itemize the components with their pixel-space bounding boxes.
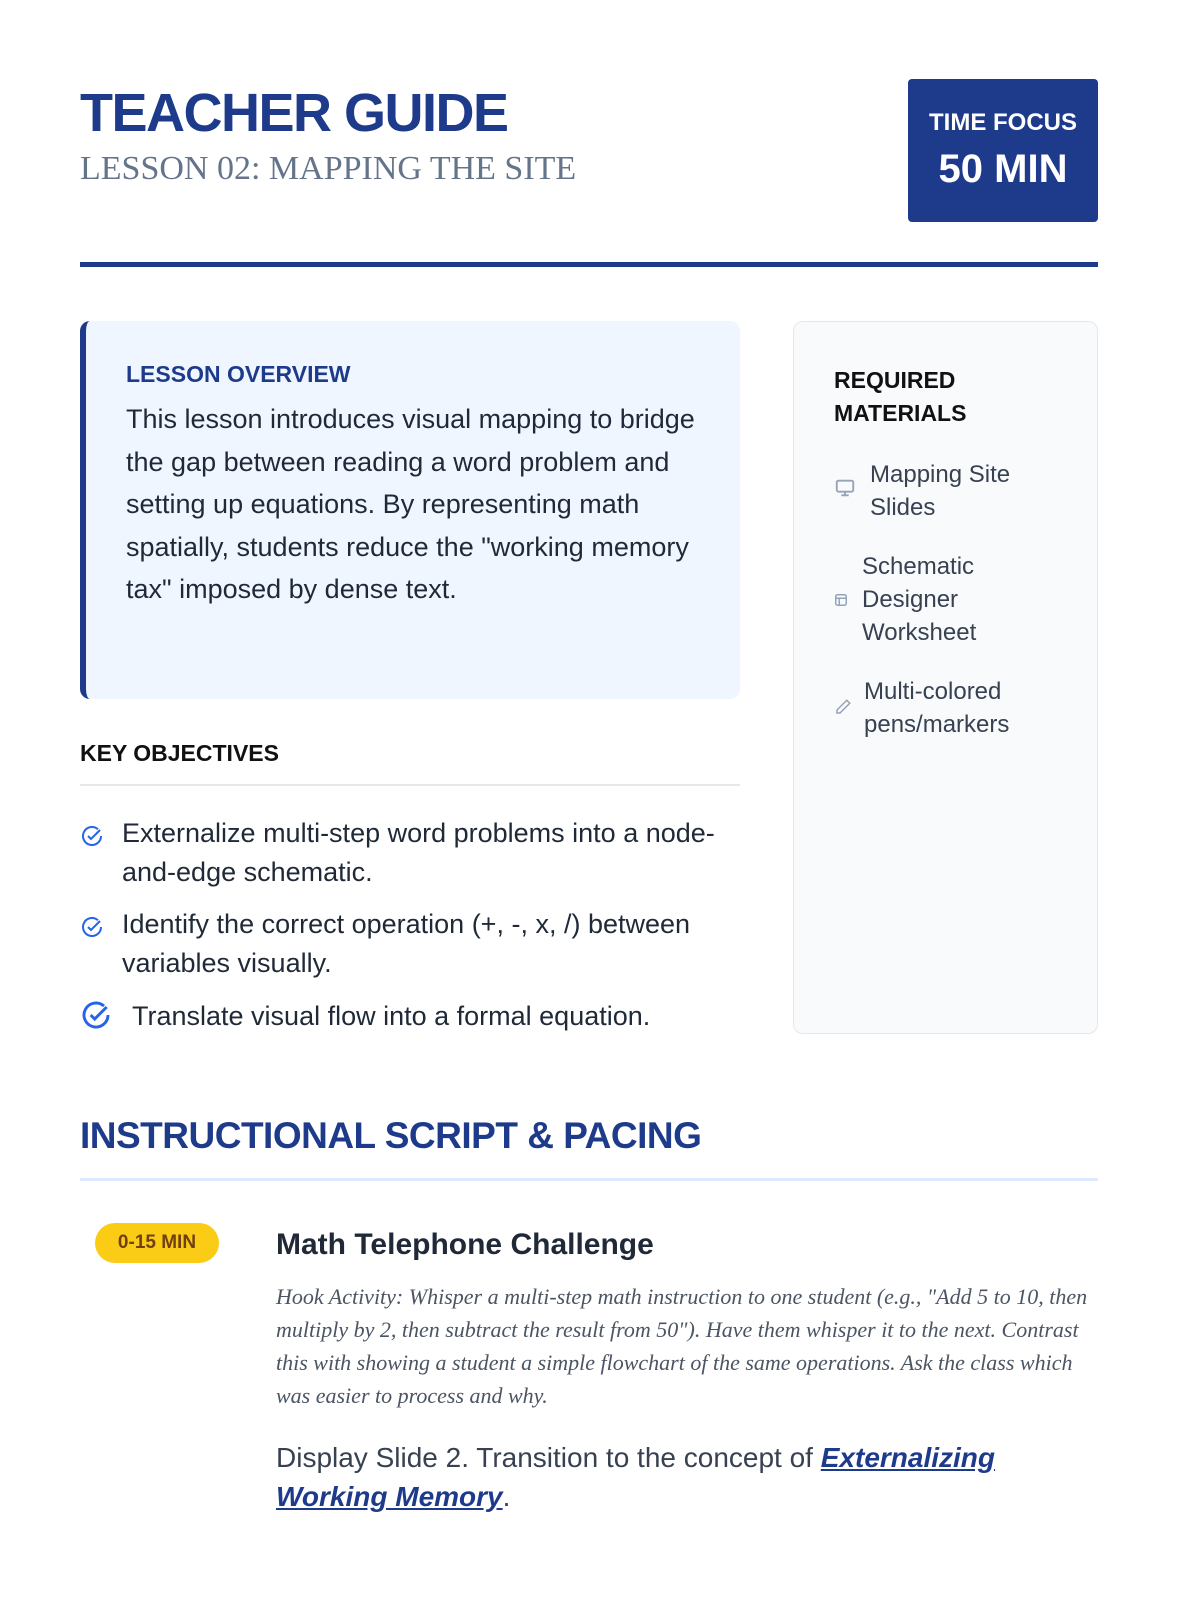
lesson-overview-card <box>80 321 740 699</box>
material-label: Schematic Designer Worksheet <box>862 553 977 646</box>
time-focus-value: 50 MIN <box>938 147 1068 191</box>
script-divider <box>80 1178 1098 1181</box>
activity-title: Math Telephone Challenge <box>276 1228 654 1261</box>
layout-icon <box>834 583 862 616</box>
hook-activity-text: Hook Activity: Whisper a multi-step math instruction to one student (e.g., "Add 5 to 10, then multiply by 2, then subtract the result from 50"). Have them whisper it to the next. Contrast this with showing a student a simple flowchart of the same operations. Ask the class which was easier to process and why. <box>276 1284 1088 1408</box>
material-label: Mapping Site Slides <box>870 461 1011 521</box>
objectives-heading: KEY OBJECTIVES <box>80 740 279 766</box>
overview-heading: LESSON OVERVIEW <box>126 361 351 387</box>
lesson-subtitle: LESSON 02: MAPPING THE SITE <box>80 150 577 187</box>
material-item <box>834 675 1057 741</box>
monitor-icon <box>834 475 870 508</box>
objective-text: Identify the correct operation (+, -, x, /) between variables visually. <box>122 909 691 978</box>
material-label: Multi-colored pens/markers <box>864 678 1010 738</box>
check-circle-icon <box>80 814 122 892</box>
overview-text: This lesson introduces visual mapping to bridge the gap between reading a word problem and setting up equations. By representing math spatially, students reduce the "working memory tax" imposed by dense text. <box>126 404 695 604</box>
material-item <box>834 550 1057 649</box>
display-instruction <box>276 1438 1106 1516</box>
objective-item <box>80 905 740 983</box>
objective-text: Translate visual flow into a formal equation. <box>132 1001 651 1031</box>
objective-text: Externalize multi-step word problems into a node-and-edge schematic. <box>122 818 715 887</box>
page-title: TEACHER GUIDE <box>80 83 508 143</box>
materials-heading: REQUIRED MATERIALS <box>834 367 967 426</box>
check-circle-icon <box>80 997 132 1042</box>
time-focus-box <box>908 79 1098 222</box>
header-divider <box>80 262 1098 267</box>
objective-item <box>80 814 740 892</box>
objective-item <box>80 997 740 1042</box>
display-text: Display Slide 2. Transition to the concept of <box>276 1442 821 1473</box>
required-materials-card <box>793 321 1098 1034</box>
material-item <box>834 458 1057 524</box>
time-focus-label: TIME FOCUS <box>929 109 1077 136</box>
objectives-divider <box>80 784 740 786</box>
pencil-icon <box>834 692 864 725</box>
script-heading: INSTRUCTIONAL SCRIPT & PACING <box>80 1115 702 1156</box>
check-circle-icon <box>80 905 122 983</box>
display-suffix: . <box>502 1481 511 1512</box>
time-badge: 0-15 MIN <box>95 1223 219 1263</box>
externalizing-working-memory-link[interactable]: Externalizing Working Memory <box>276 1442 996 1512</box>
